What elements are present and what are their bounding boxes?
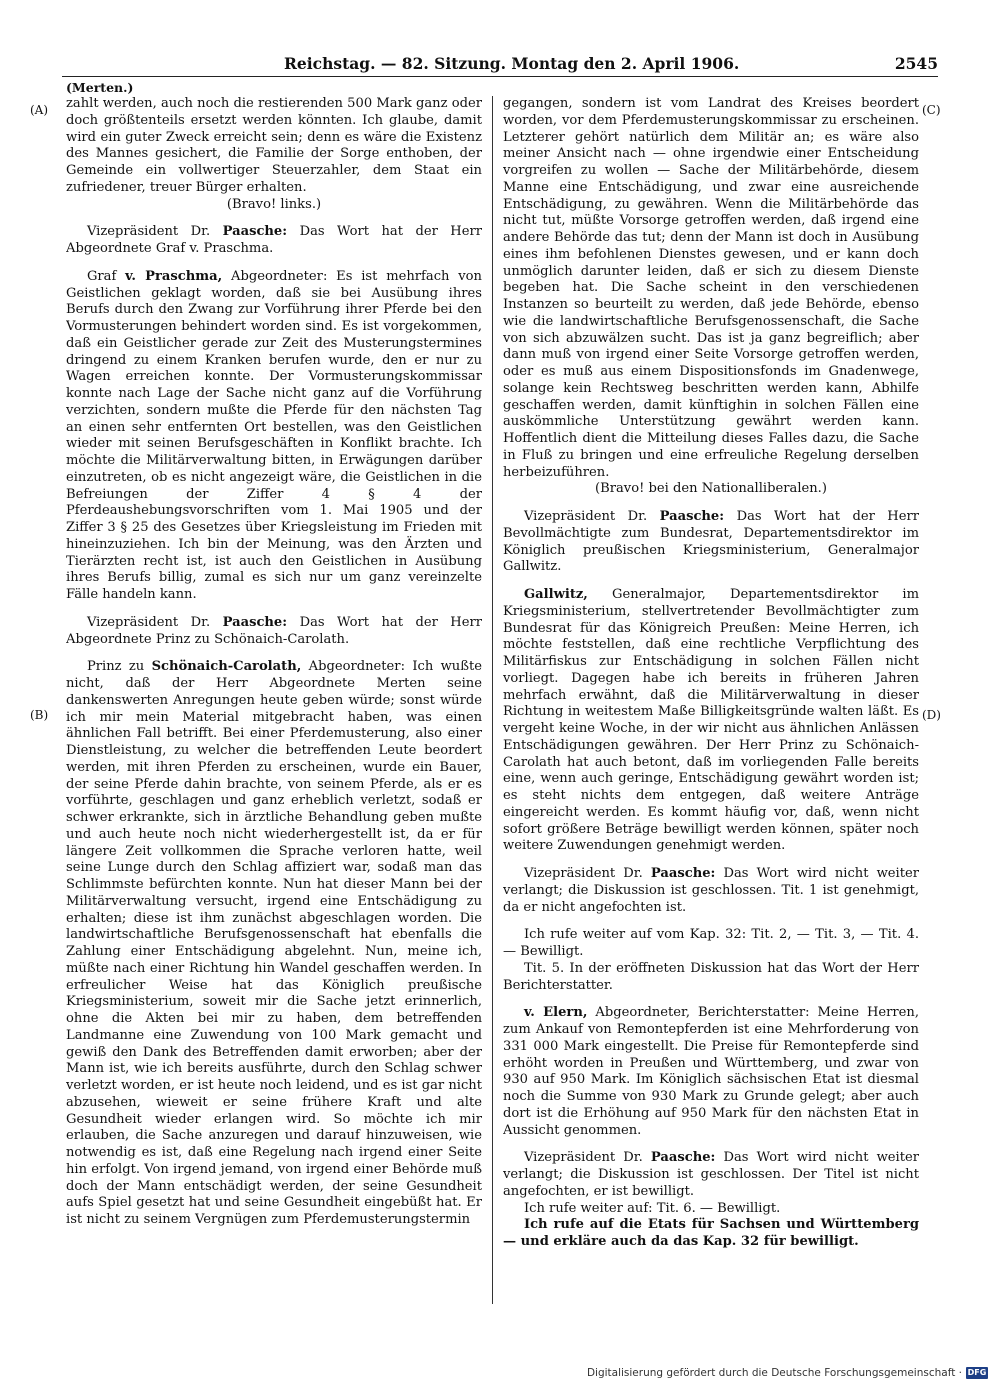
paragraph: gegangen, sondern ist vom Landrat des Kreises beordert worden, vor dem Pferdemusterungskommissar zu erscheinen. Letzterer gehört natürlich dem Militär an; es wäre also meiner Ansicht nach — ohne irgendwie einer Entscheidung vorgreifen zu wollen — Sache der Militärbehörde, diesem Manne eine Entschädigung, und zwar eine ausreichende Entschädigung, zu gewähren. Wenn die Militärbehörde das nicht tut, müßte Vorsorge getroffen werden, daß irgend eine andere Behörde das tut; denn der Mann ist doch in Ausübung eines ihm befohlenen Dienstes gewesen, und er kann doch unmöglich darunter leiden, daß er sich zu diesem Dienste begeben hat. Die Sache scheint in den verschiedenen Instanzen so beurteilt zu werden, daß jede Behörde, ebenso wie die landwirtschaftliche Berufsgenossenschaft, die Sache von sich abzuwälzen sucht. Das ist ja ganz begreiflich; aber dann muß von irgend einer Seite Vorsorge getroffen werden, oder es muß aus einem Dispositionsfonds im Gnadenwege, solange kein Rechtsweg beschritten werden kann, Abhilfe geschaffen werden, damit künftighin in solchen Fällen eine auskömmliche Unterstützung gewährt werden kann. Hoffentlich dient die Mitteilung dieses Falles dazu, die Sache in Fluß zu bringen und eine erfreuliche Regelung derselben herbeizuführen. [503, 96, 919, 480]
speaker-name: Gallwitz, [523, 587, 588, 602]
paragraph [503, 587, 919, 855]
speaker-name: Paasche: [659, 509, 725, 524]
paragraph-text: Abgeordneter: Ich wußte nicht, daß der Herr Abgeordnete Merten seine dankenswerten Anregungen heute geben würde; sonst würde ich mir mein Material mitgebracht haben, was einen ähnlichen Fall betrifft. Bei einer Pferdemusterung, also einer Dienstleistung, zu welcher die betreffenden Leute beordert werden, mit ihren Pferden zu erscheinen, wurde ein Bauer, der seine Pferde dahin brachte, von seinem Pferde, als er es vorführte, geschlagen und ganz erheblich verletzt, sodaß er schwer erkrankte, sich in ärztliche Behandlung geben mußte und auch heute noch nicht wiederhergestellt ist, da er für längere Zeit vollkommen die Sprache verloren hatte, weil seine Lunge durch den Schlag affiziert war, sodaß man das Schlimmste befürchten konnte. Nun hat dieser Mann bei der Militärverwaltung versucht, irgend eine Entschädigung zu erhalten; diese ist ihm zunächst abgeschlagen worden. Die landwirtschaftliche Berufsgenossenschaft hat ebenfalls die Zahlung einer Entschädigung abgelehnt. Nun, meine ich, müßte nach einer Richtung hin Wandel geschaffen werden. In erfreulicher Weise hat das Königlich preußische Kriegsministerium, soweit mir die Sache jetzt erinnerlich, ohne die Akten bei mir zu haben, dem betreffenden Landmanne eine Zuwendung von 100 Mark gemacht und gewiß den Dank des Betreffenden damit erworben; aber der Mann ist, wie ich bereits ausführte, durch den Schlag schwer verletzt worden, er ist heute noch leidend, und es ist gar nicht abzusehen, wieweit er seine frühere Kraft und alte Gesundheit wieder erlangen wird. So möchte ich mir erlauben, die Sache anzuregen und darauf hinzuweisen, wie notwendig es ist, daß eine Regelung nach irgend einer Seite hin erfolgt. Von irgend jemand, von irgend einer Behörde muß doch der Mann entschädigt werden, der seine Gesundheit aufs Spiel gesetzt hat und seine Gesundheit eingebüßt hat. Er ist nicht zu seinem Vergnügen zum Pferdemusterungstermin [66, 659, 482, 1227]
applause-note: (Bravo! bei den Nationalliberalen.) [595, 481, 827, 497]
paragraph: zahlt werden, auch noch die restierenden 500 Mark ganz oder doch größtenteils ersetzt werden könnten. Ich glaube, damit wird ein guter Zweck erreicht sein; denn es wäre die Existenz des Mannes gesichert, die Familie der Sorge enthoben, der Gemeinde ein vollwertiger Steuerzahler, dem Staat ein zufriedener, treuer Bürger erhalten. [66, 96, 482, 195]
speaker-name: Paasche: [222, 224, 288, 240]
paragraph-text: Das Wort hat der Herr Bevollmächtigte zum Bundesrat, Departementsdirektor im Königlich preußischen Kriegsministerium, Generalmajor Gallwitz. [503, 509, 919, 575]
margin-marker-a: (A) [30, 103, 49, 117]
speaker-name: Paasche: [650, 1150, 716, 1166]
speaker-title: Prinz zu [86, 659, 145, 675]
paragraph: Tit. 5. In der eröffneten Diskussion hat das Wort der Herr Berichterstatter. [503, 960, 919, 993]
paragraph-text: Abgeordneter: Es ist mehrfach von Geistlichen geklagt worden, daß sie bei Ausübung ihres Berufs durch den Zwang zur Vorführung ihrer Pferde bei den Vormusterungen behindert worden sind. Es ist vorgekommen, daß ein Geistlicher gerade zur Zeit des Musterungstermines dringend zu einem Kranken berufen wurde, den er nur zu Wagen erreichen konnte. Der Vormusterungskommissar konnte nach Lage der Sache nicht ganz auf die Vorführung verzichten, sondern mußte die Pferde für den nächsten Tag an einen sehr entfernten Ort bestellen, was den Geistlichen wieder mit seinen Berufsgeschäften in Konflikt brachte. Ich möchte die Militärverwaltung bitten, in Erwägungen darüber einzutreten, ob es nicht angezeigt wäre, die Geistlichen in die Befreiungen der Ziffer 4 § 4 der Pferdeaushebungsvorschriften vom 1. Mai 1905 und der Ziffer 3 § 25 des Gesetzes über Kriegsleistung im Frieden mit hineinzuziehen. Ich bin der Meinung, was den Ärzten und Tierärzten recht ist, ist auch den Geistlichen in Ausübung ihres Berufs billig, zumal es sich nur um ganz vereinzelte Fälle handeln kann. [66, 268, 482, 602]
header-title: Reichstag. — 82. Sitzung. Montag den 2. April 1906. [284, 54, 740, 73]
speaker-name: v. Elern, [523, 1005, 588, 1021]
column-divider [492, 96, 493, 1304]
speaker-name: Paasche: [222, 614, 288, 630]
applause-note: (Bravo! links.) [226, 196, 322, 212]
paragraph [503, 509, 919, 576]
speaker-title: Graf [86, 268, 117, 284]
paragraph [66, 224, 482, 258]
paragraph-text: Das Wort wird nicht weiter verlangt; die Diskussion ist geschlossen. Tit. 1 ist genehmigt, da er nicht angefochten ist. [503, 866, 919, 915]
paragraph [66, 615, 482, 649]
paragraph [66, 269, 482, 604]
paragraph: Ich rufe weiter auf vom Kap. 32: Tit. 2, — Tit. 3, — Tit. 4. — Bewilligt. [503, 927, 919, 959]
paragraph [503, 1005, 919, 1139]
paragraph-text: Abgeordneter, Berichterstatter: Meine Herren, zum Ankauf von Remontepferden ist eine Mehrforderung von 331 000 Mark eingestellt. Die Preise für Remontepferde sind erhöht worden in Preußen und Württemberg, und zwar von 930 auf 950 Mark. Im Königlich sächsischen Etat ist diesmal noch die Summe von 930 Mark zu Grunde gelegt; aber auch dort ist die Erhöhung auf 950 Mark für den nächsten Etat in Aussicht genommen. [503, 1005, 919, 1138]
paragraph [503, 1150, 919, 1200]
speaker-title: Vizepräsident Dr. [523, 509, 648, 524]
speaker-title: Vizepräsident Dr. [523, 866, 643, 881]
speaker-name: Paasche: [650, 866, 716, 881]
margin-marker-d: (D) [922, 708, 941, 722]
speaker-title: Vizepräsident Dr. [86, 224, 211, 240]
credit-text: Digitalisierung gefördert durch die Deutsche Forschungsgemeinschaft · [586, 1367, 962, 1379]
paragraph: Ich rufe weiter auf: Tit. 6. — Bewilligt. [523, 1200, 781, 1216]
paragraph-text: Das Wort wird nicht weiter verlangt; die Diskussion ist geschlossen. Der Titel ist nicht angefochten, er ist bewilligt. [503, 1150, 919, 1199]
speaker-name: Schönaich-Carolath, [151, 659, 302, 675]
margin-marker-b: (B) [30, 708, 49, 722]
paragraph: Ich rufe auf die Etats für Sachsen und Württemberg — und erkläre auch da das Kap. 32 für bewilligt. [503, 1217, 919, 1249]
margin-marker-c: (C) [922, 103, 941, 117]
right-column [503, 96, 919, 1304]
paragraph-text: Das Wort hat der Herr Abgeordnete Prinz zu Schönaich-Carolath. [66, 614, 482, 647]
paragraph [503, 866, 919, 916]
continued-speaker: (Merten.) [66, 80, 134, 95]
paragraph-text: Generalmajor, Departementsdirektor im Kriegsministerium, stellvertretender Bevollmächtigter zum Bundesrat für das Königreich Preußen: Meine Herren, ich möchte feststellen, daß eine rechtliche Verpflichtung des Militärfiskus zur Entschädigung in solchen Fällen nicht vorliegt. Dagegen habe ich bereits in früheren Jahren mehrfach erwähnt, daß die Militärverwaltung in dieser Richtung in weitestem Maße Billigkeitsgründe walten läßt. Es vergeht keine Woche, in der wir nicht aus ähnlichen Anlässen Entschädigungen gewähren. Der Herr Prinz zu Schönaich-Carolath hat auch betont, daß im vorliegenden Falle bereits eine, wenn auch geringe, Entschädigung gewährt worden ist; es steht nichts dem entgegen, daß weitere Anträge eingereicht werden. Es kommt häufig vor, daß, wenn nicht sofort größere Beträge bewilligt werden können, später noch weitere Zuwendungen genehmigt werden. [503, 587, 919, 854]
paragraph-text: Das Wort hat der Herr Abgeordnete Graf v. Praschma. [66, 224, 482, 256]
dfg-logo-icon: DFG [967, 1368, 987, 1377]
speaker-title: Vizepräsident Dr. [86, 614, 211, 630]
speaker-title: Vizepräsident Dr. [523, 1150, 643, 1166]
page-number: 2545 [894, 54, 938, 73]
left-column [66, 96, 482, 1304]
digitization-credit [587, 1365, 988, 1381]
speaker-name: v. Praschma, [125, 268, 223, 284]
page-header [62, 52, 938, 77]
paragraph [66, 659, 482, 1229]
